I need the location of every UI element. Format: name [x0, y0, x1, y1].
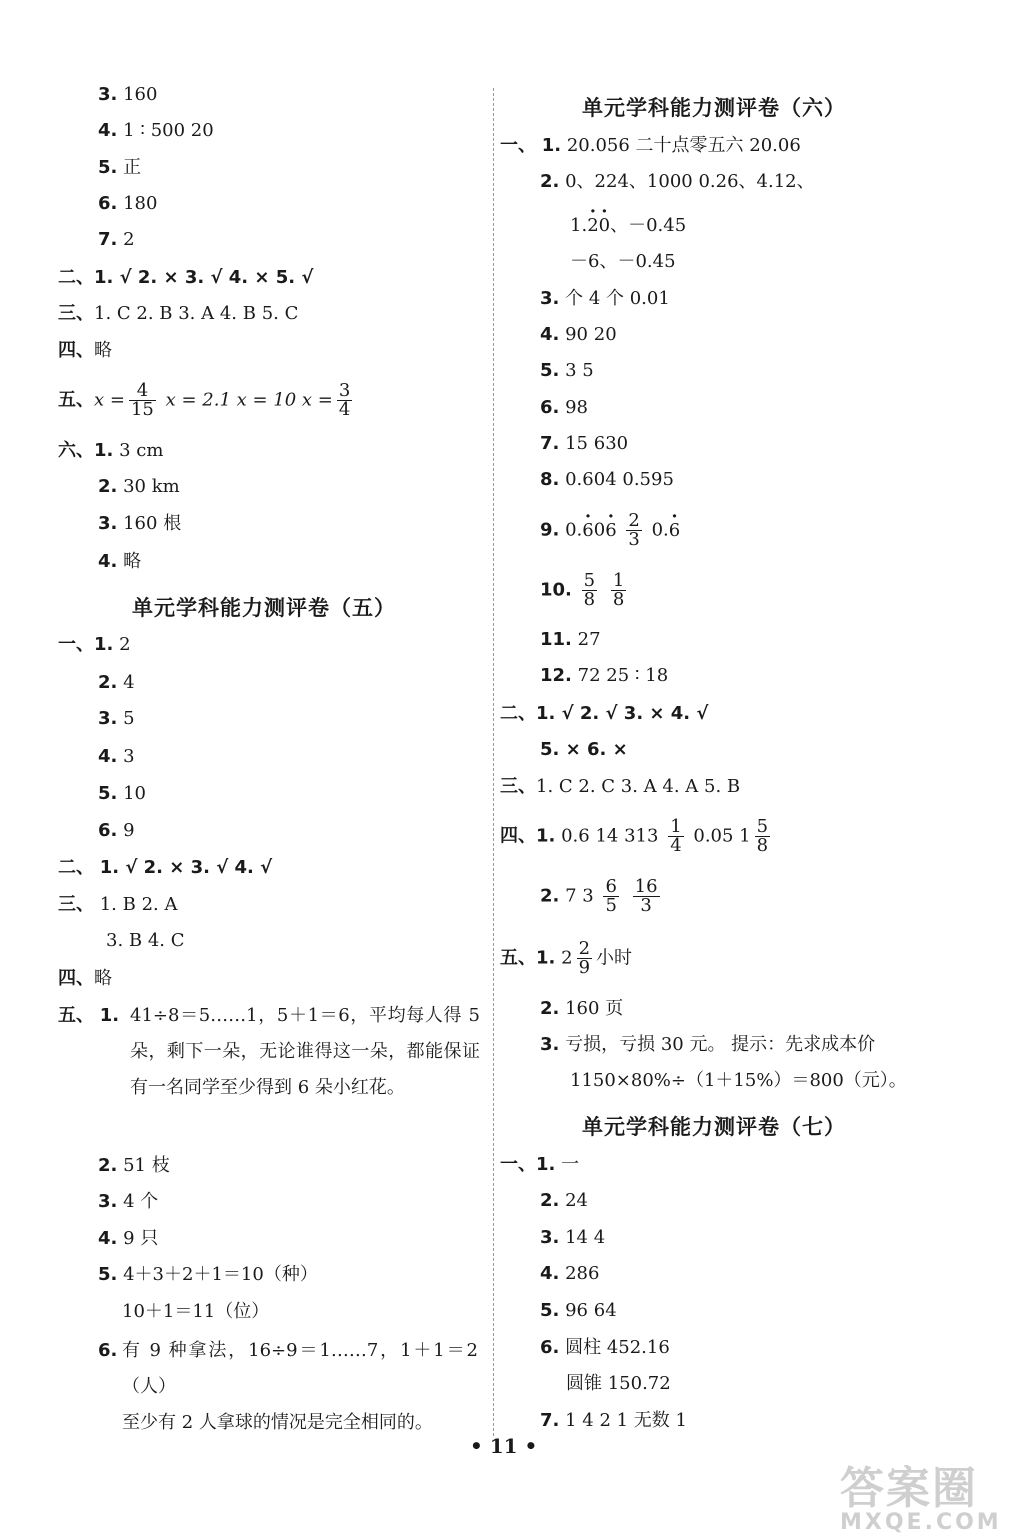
unit-5-title: 单元学科能力测评卷（五）: [132, 596, 396, 620]
answer-line: 3. 14 4: [540, 1227, 606, 1248]
answer-line: 4. 286: [540, 1263, 600, 1284]
answer-line: 10＋1＝11（位）: [122, 1301, 270, 1322]
fraction: $\frac{4}{15}$: [130, 380, 154, 420]
answer-line: 7. 1 4 2 1 无数 1: [540, 1410, 687, 1431]
answer-line: 1150×80%÷（1＋15%）＝800（元）。: [570, 1070, 907, 1091]
answer-line: 11. 27: [540, 629, 601, 650]
fraction: $\frac{1}{8}$: [612, 570, 625, 610]
unit-6-title: 单元学科能力测评卷（六）: [582, 96, 846, 120]
answer-line: 4. 1 ∶ 500 20: [98, 120, 214, 141]
answer-line: 5. 10: [98, 783, 147, 804]
answer-line: 4. 90 20: [540, 324, 617, 345]
section-4: 四、略: [58, 340, 112, 361]
section-5-equations: 五、x = $\frac{4}{15}$ x = 2.1 x = 10 x = $\frac{3}{4}$: [58, 380, 351, 420]
fraction: $\frac{2}{3}$: [628, 510, 640, 550]
answer-line: 7. 15 630: [540, 433, 629, 454]
answer-line: 2. 0、224、1000 0.26、4.12、: [540, 171, 815, 192]
u5-section-4: 四、略: [58, 968, 112, 989]
answer-line: 3. 160: [98, 84, 158, 105]
fraction: $\frac{1}{4}$: [670, 816, 682, 856]
u6-section-1: 一、 1. 20.056 二十点零五六 20.06: [500, 135, 801, 156]
watermark-text: 答案圈: [840, 1463, 978, 1514]
answer-line: 3. 4 个: [98, 1191, 159, 1212]
fraction: $\frac{5}{8}$: [583, 570, 596, 610]
answer-line: 8. 0.604 0.595: [540, 469, 674, 490]
page-number: • 11 •: [470, 1434, 538, 1458]
answer-line: 3. 160 根: [98, 513, 182, 534]
answer-line: 6.: [98, 1340, 118, 1361]
u7-section-1: 一、1. 一: [500, 1154, 580, 1175]
answer-line: 3. 个 4 个 0.01: [540, 288, 670, 309]
section-3: 三、1. C 2. B 3. A 4. B 5. C: [58, 303, 299, 324]
section-2: 二、1. √ 2. × 3. √ 4. × 5. √: [58, 267, 314, 288]
answer-line: 9. 0.· 60· 6 $\frac{2}{3}$ 0.· 6: [540, 512, 680, 549]
u5-section-2: 二、 1. √ 2. × 3. √ 4. √: [58, 857, 273, 878]
answer-line: 5. 3 5: [540, 360, 594, 381]
answer-paragraph: 41÷8＝5……1，5＋1＝6，平均每人得 5 朵，剩下一朵，无论谁得这一朵，都能保证有一名同学至少得到 6 朵小红花。: [130, 1005, 480, 1098]
column-divider: [493, 88, 494, 1436]
answer-line: 4. 略: [98, 551, 142, 572]
answer-line: 10. $\frac{5}{8}$ $\frac{1}{8}$: [540, 570, 625, 610]
u5-section-3: 三、 1. B 2. A: [58, 894, 178, 915]
answer-line: 3. 5: [98, 708, 135, 729]
answer-line: 5. 4＋3＋2＋1＝10（种）: [98, 1264, 318, 1285]
u5-section-1: 一、1. 2: [58, 634, 131, 655]
answer-line: 5. 96 64: [540, 1300, 617, 1321]
fraction: $\frac{6}{5}$: [605, 876, 617, 916]
answer-line: 5. 正: [98, 157, 142, 178]
u6-section-4: 四、1. 0.6 14 313 $\frac{1}{4}$ 0.05 1 $\frac{5}{8}$: [500, 816, 769, 856]
answer-line: 3. 亏损，亏损 30 元。 提示：先求成本价: [540, 1034, 876, 1055]
u6-section-3: 三、1. C 2. C 3. A 4. A 5. B: [500, 776, 741, 797]
answer-line: 至少有 2 人拿球的情况是完全相同的。: [122, 1412, 433, 1433]
answer-line: 2. 51 枝: [98, 1155, 170, 1176]
answer-line: 6. 98: [540, 397, 589, 418]
fraction: $\frac{16}{3}$: [634, 876, 658, 916]
fraction: $\frac{3}{4}$: [338, 380, 351, 420]
answer-line: 6. 9: [98, 820, 135, 841]
answer-line: 2. 7 3 $\frac{6}{5}$ $\frac{16}{3}$: [540, 876, 658, 916]
answer-line: 2. 24: [540, 1190, 589, 1211]
answer-line: 2. 30 km: [98, 476, 180, 497]
answer-line: 4. 3: [98, 746, 135, 767]
section-6: 六、1. 3 cm: [58, 440, 164, 461]
answer-line: 圆锥 150.72: [566, 1373, 671, 1394]
fraction: $\frac{2}{9}$: [578, 938, 591, 978]
answer-line: －6、－0.45: [570, 251, 676, 272]
answer-line: 6. 圆柱 452.16: [540, 1337, 670, 1358]
answer-line: 3. B 4. C: [106, 930, 185, 951]
answer-line: 2. 4: [98, 672, 135, 693]
answer-line: 5. × 6. ×: [540, 739, 628, 760]
answer-line: 2. 160 页: [540, 998, 624, 1019]
answer-line: 12. 72 25 ∶ 18: [540, 665, 669, 686]
answer-line: 7. 2: [98, 229, 135, 250]
fraction: $\frac{5}{8}$: [756, 816, 769, 856]
u6-section-2: 二、1. √ 2. √ 3. × 4. √: [500, 703, 709, 724]
u6-section-5: 五、1. 2 $\frac{2}{9}$ 小时: [500, 938, 633, 978]
answer-line: 4. 9 只: [98, 1228, 159, 1249]
answer-line: 1.· 2· 0、－0.45: [570, 215, 686, 237]
watermark-url: MXQE.COM: [840, 1510, 1002, 1535]
answer-paragraph: 有 9 种拿法，16÷9＝1……7，1＋1＝2（人）: [122, 1340, 478, 1397]
unit-7-title: 单元学科能力测评卷（七）: [582, 1115, 846, 1139]
u5-section-5-label: 五、 1.: [58, 1005, 120, 1026]
watermark-logo: [840, 1452, 1010, 1535]
answer-line: 6. 180: [98, 193, 158, 214]
